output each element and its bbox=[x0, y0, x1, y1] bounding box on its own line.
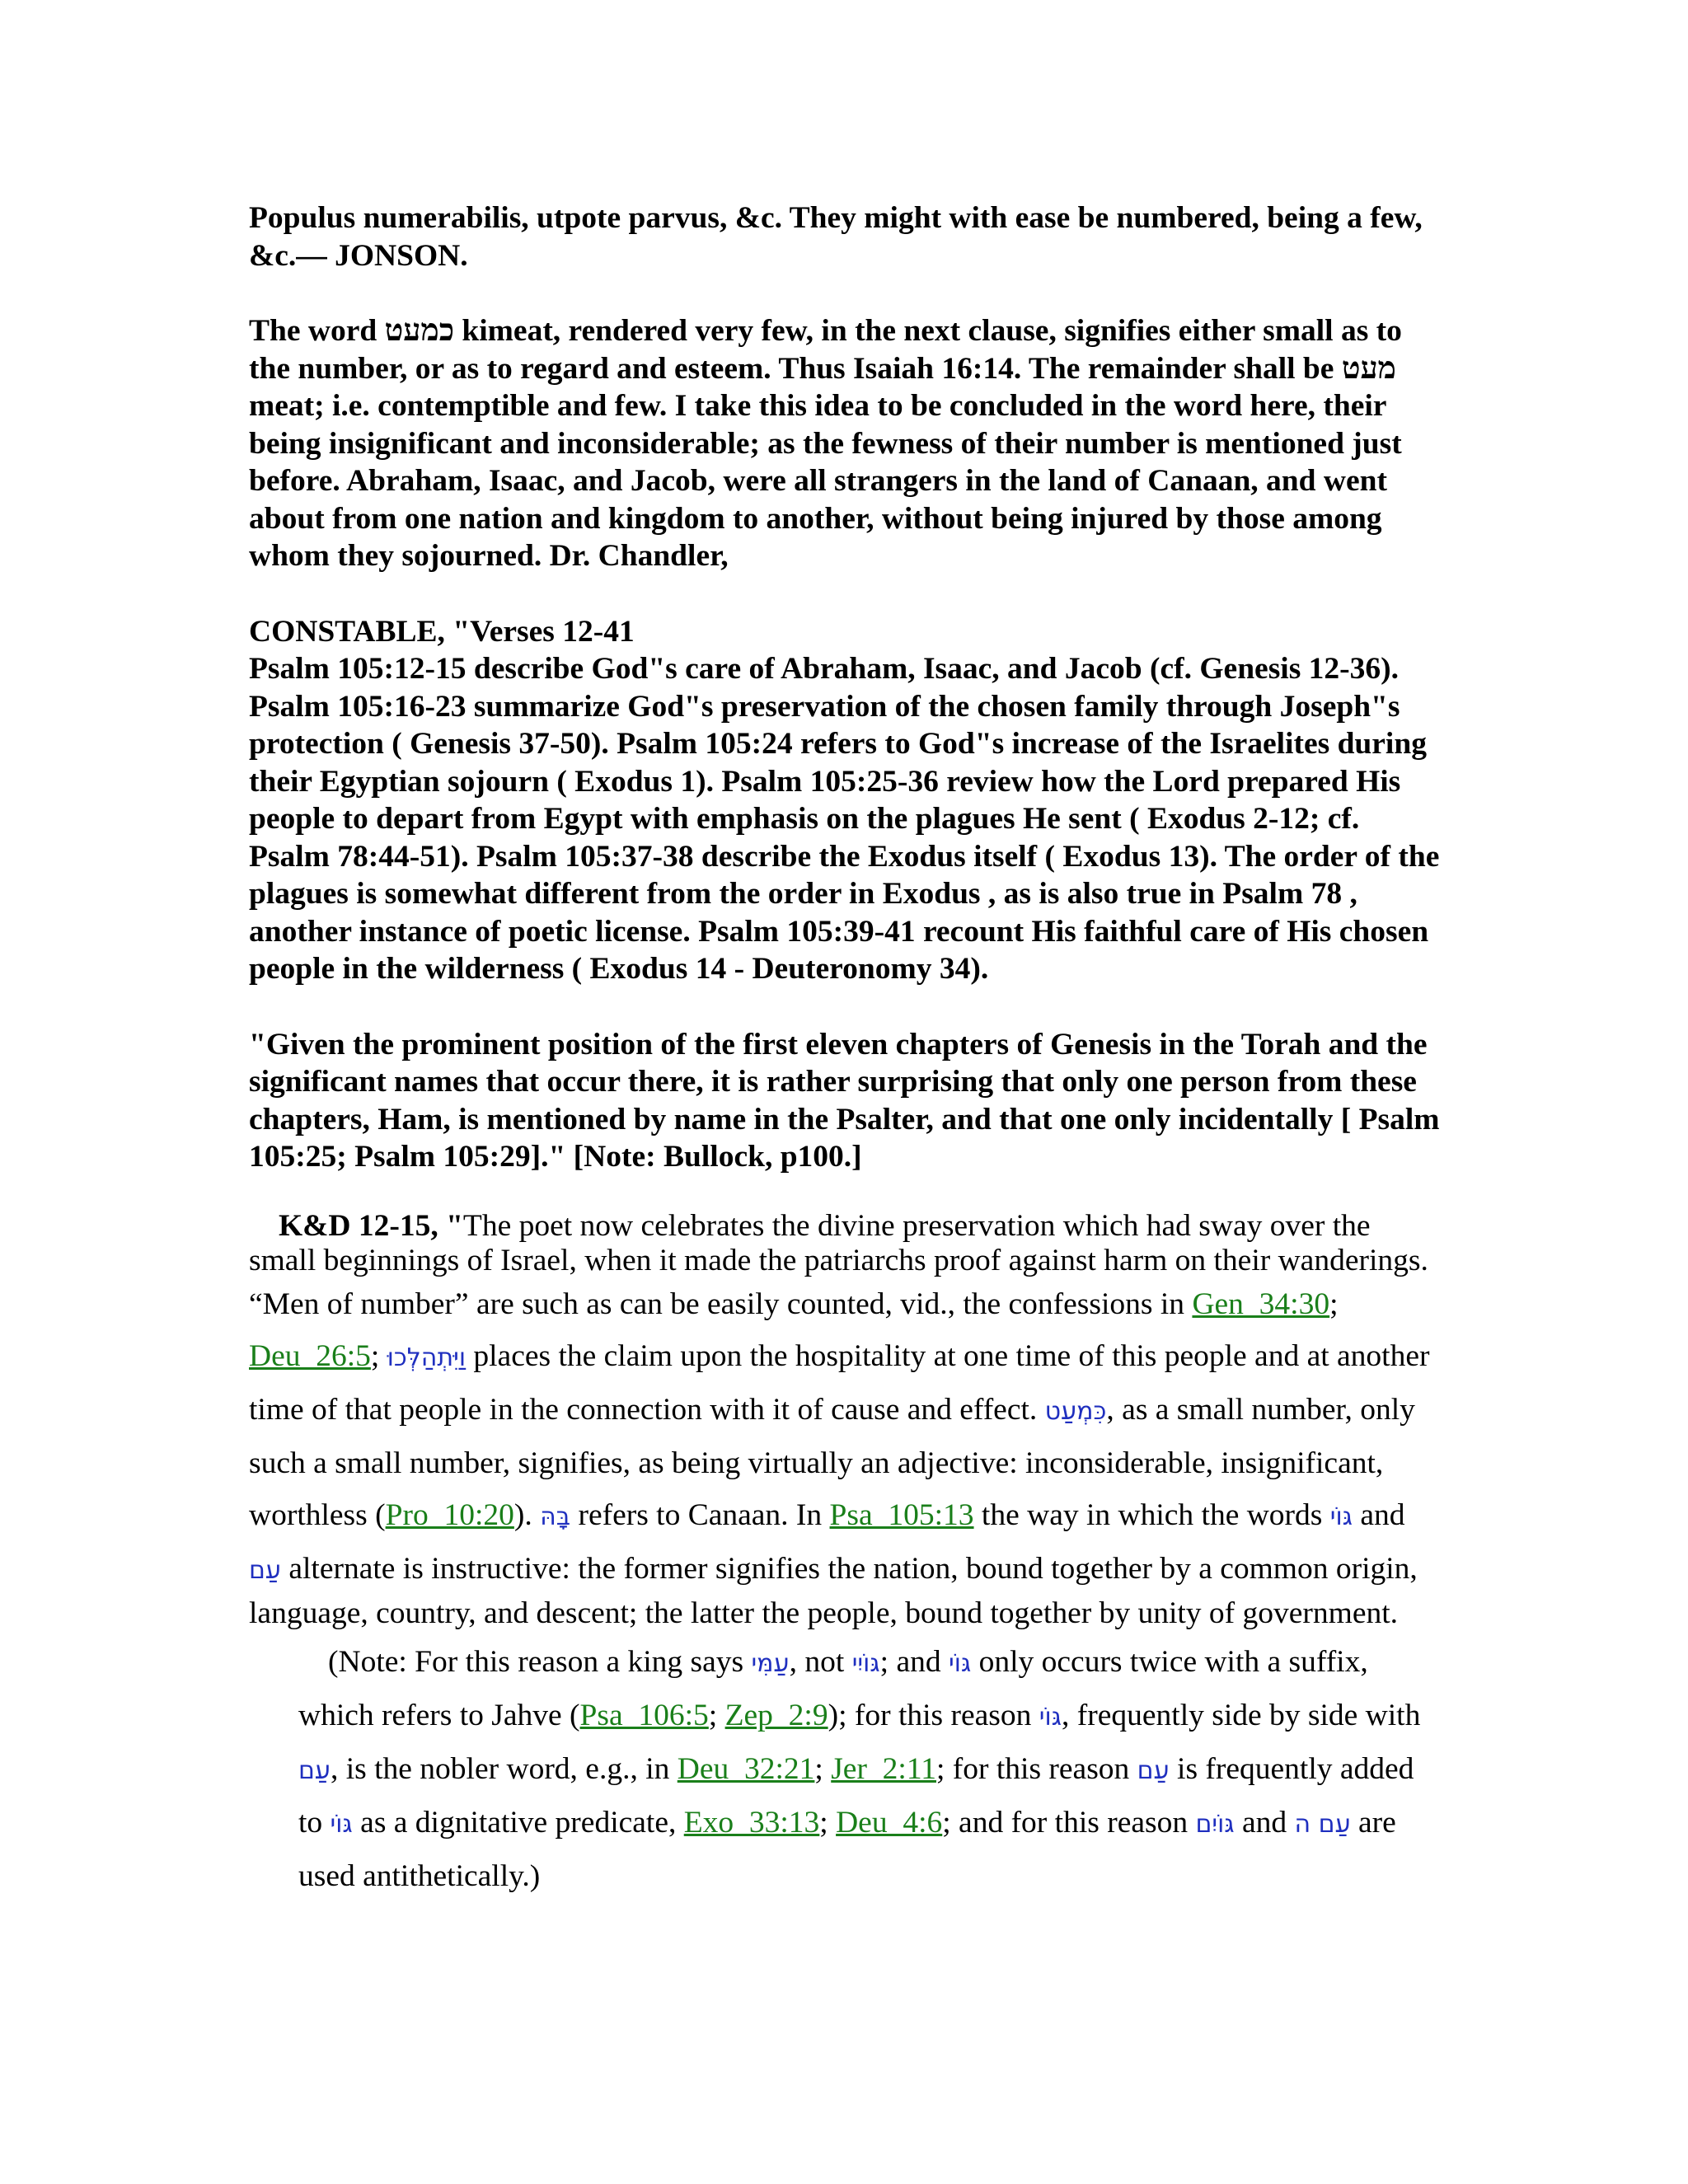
scripture-link[interactable]: Pro_10:20 bbox=[385, 1497, 514, 1532]
scripture-link[interactable]: Gen_34:30 bbox=[1192, 1286, 1330, 1321]
text-segment: ; bbox=[370, 1338, 387, 1373]
text-segment: and bbox=[1234, 1805, 1295, 1840]
hebrew-word: עַם ה bbox=[1294, 1809, 1351, 1839]
hebrew-word: גּוֹיִם bbox=[1195, 1809, 1235, 1839]
text-segment: ); for this reason bbox=[828, 1698, 1039, 1732]
hebrew-word: כמעט bbox=[384, 314, 455, 348]
kd-lead: K&D 12-15, " bbox=[279, 1208, 463, 1243]
hebrew-word: עַם bbox=[1137, 1755, 1170, 1785]
text-segment: places the claim upon the hospitality at one time of this people and at another time of that people in the connection with it of cause and effect. bbox=[249, 1338, 1430, 1427]
paragraph-gap bbox=[249, 274, 1444, 312]
constable-heading: CONSTABLE, "Verses 12-41 bbox=[249, 614, 635, 649]
text-segment: are used antithetically.) bbox=[298, 1805, 1396, 1893]
text-segment: The word bbox=[249, 314, 385, 348]
hebrew-word: כִּמְעַט bbox=[1044, 1396, 1107, 1426]
text-segment: alternate is instructive: the former signifies the nation, bound together by a common origin, language, country, and descent; the latter the people, bound together by unity of government. bbox=[249, 1551, 1418, 1630]
hebrew-word: עַם bbox=[249, 1555, 281, 1585]
text-segment: refers to Canaan. In bbox=[570, 1497, 830, 1532]
text-segment: ; for this reason bbox=[935, 1751, 1137, 1786]
scripture-link[interactable]: Deu_4:6 bbox=[836, 1805, 943, 1840]
hebrew-word: עַם bbox=[298, 1755, 331, 1785]
text-segment: ). bbox=[513, 1497, 541, 1532]
text-segment: meat; i.e. contemptible and few. I take this idea to be concluded in the word here, their being insignificant and inconsiderable; as the fewness of their number is mentioned just before. Abraham, Isaac, and Jacob, were all strangers in the land of Canaan, and went about from one nation and kingdom to another, without being injured by those among whom they sojourned. Dr. Chandler, bbox=[249, 389, 1402, 573]
jonson-paragraph: Populus numerabilis, utpote parvus, &c. They might with ease be numbered, being a few, &c.— JONSON. bbox=[249, 201, 1423, 273]
text-segment: ; bbox=[819, 1805, 837, 1840]
constable-paragraph bbox=[249, 613, 1444, 988]
scripture-link[interactable]: Psa_106:5 bbox=[579, 1698, 709, 1732]
scripture-link[interactable]: Deu_26:5 bbox=[249, 1338, 371, 1373]
hebrew-word: גּוֹי bbox=[1039, 1702, 1062, 1732]
kd-note bbox=[298, 1636, 1444, 1902]
document-page bbox=[249, 199, 1444, 1902]
text-segment: (Note: For this reason a king says bbox=[328, 1644, 752, 1679]
text-segment: is frequently added to bbox=[298, 1751, 1414, 1840]
text-segment: and bbox=[1353, 1497, 1405, 1532]
text-segment: , frequently side by side with bbox=[1062, 1698, 1421, 1732]
kd-paragraph bbox=[249, 1209, 1444, 1631]
text-segment: ; bbox=[708, 1698, 725, 1732]
hebrew-word: מעט bbox=[1341, 351, 1396, 386]
text-segment: , not bbox=[789, 1644, 852, 1679]
text-segment: the way in which the words bbox=[973, 1497, 1330, 1532]
hebrew-word: עַמִּי bbox=[751, 1648, 790, 1678]
text-segment: only occurs twice with a suffix, which refers to Jahve ( bbox=[298, 1644, 1368, 1732]
constable-body: Psalm 105:12-15 describe God"s care of Abraham, Isaac, and Jacob (cf. Genesis 12-36). Psalm 105:16-23 summarize God"s preservation of the chosen family through Joseph"s protection ( Genesis 37-50). Psalm 105:24 refers to God"s increase of the Israelites during their Egyptian sojourn ( Exodus 1). Psalm 105:25-36 review how the Lord prepared His people to depart from Egypt with emphasis on the plagues He sent ( Exodus 2-12; cf. Psalm 78:44-51). Psalm 105:37-38 describe the Exodus itself ( Exodus 13). The order of the plagues is somewhat different from the order in Exodus , as is also true in Psalm 78 , another instance of poetic license. Psalm 105:39-41 recount His faithful care of His chosen people in the wilderness ( Exodus 14 - Deuteronomy 34). bbox=[249, 652, 1440, 986]
text-segment: The poet now celebrates the divine preservation which had sway over the small beginnings of Israel, when it made the patriarchs proof against harm on their wanderings. “Men of number” are such as can be easily counted, vid., the confessions in bbox=[249, 1208, 1428, 1321]
text-segment: kimeat, rendered very few, in the next clause, signifies either small as to the number, or as to regard and esteem. Thus Isaiah 16:14. The remainder shall be bbox=[249, 314, 1402, 386]
hebrew-word: בָּהּ bbox=[540, 1502, 571, 1531]
hebrew-word: גּוֹיִי bbox=[851, 1648, 880, 1678]
hebrew-word: גּוֹי bbox=[330, 1809, 353, 1839]
hebrew-word: וַיִּתְהַלְּכוּ bbox=[387, 1343, 466, 1372]
hebrew-word: גּוֹי bbox=[948, 1648, 972, 1678]
scripture-link[interactable]: Jer_2:11 bbox=[831, 1751, 936, 1786]
text-segment: ; bbox=[814, 1751, 832, 1786]
scripture-link[interactable]: Exo_33:13 bbox=[683, 1805, 820, 1840]
bullock-quote-paragraph: "Given the prominent position of the first eleven chapters of Genesis in the Torah and the significant names that occur there, it is rather surprising that only one person from these chapters, Ham, is mentioned by name in the Psalter, and that one only incidentally [ Psalm 105:25; Psalm 105:29]." [Note: Bullock, p100.] bbox=[249, 1027, 1440, 1174]
paragraph-gap bbox=[249, 988, 1444, 1026]
scripture-link[interactable]: Zep_2:9 bbox=[724, 1698, 828, 1732]
text-segment: as a dignitative predicate, bbox=[352, 1805, 684, 1840]
paragraph-gap bbox=[249, 575, 1444, 613]
text-segment: , as a small number, only such a small number, signifies, as being virtually an adjective: inconsiderable, insignificant, worthless ( bbox=[249, 1392, 1415, 1532]
text-segment: ; bbox=[1329, 1286, 1339, 1321]
text-segment: ; and bbox=[879, 1644, 949, 1679]
scripture-link[interactable]: Deu_32:21 bbox=[677, 1751, 815, 1786]
hebrew-word: גּוֹי bbox=[1329, 1502, 1353, 1531]
paragraph-gap bbox=[249, 1176, 1444, 1209]
kimeat-paragraph bbox=[249, 312, 1444, 575]
text-segment: ; and for this reason bbox=[942, 1805, 1196, 1840]
text-segment: , is the nobler word, e.g., in bbox=[330, 1751, 678, 1786]
scripture-link[interactable]: Psa_105:13 bbox=[829, 1497, 974, 1532]
